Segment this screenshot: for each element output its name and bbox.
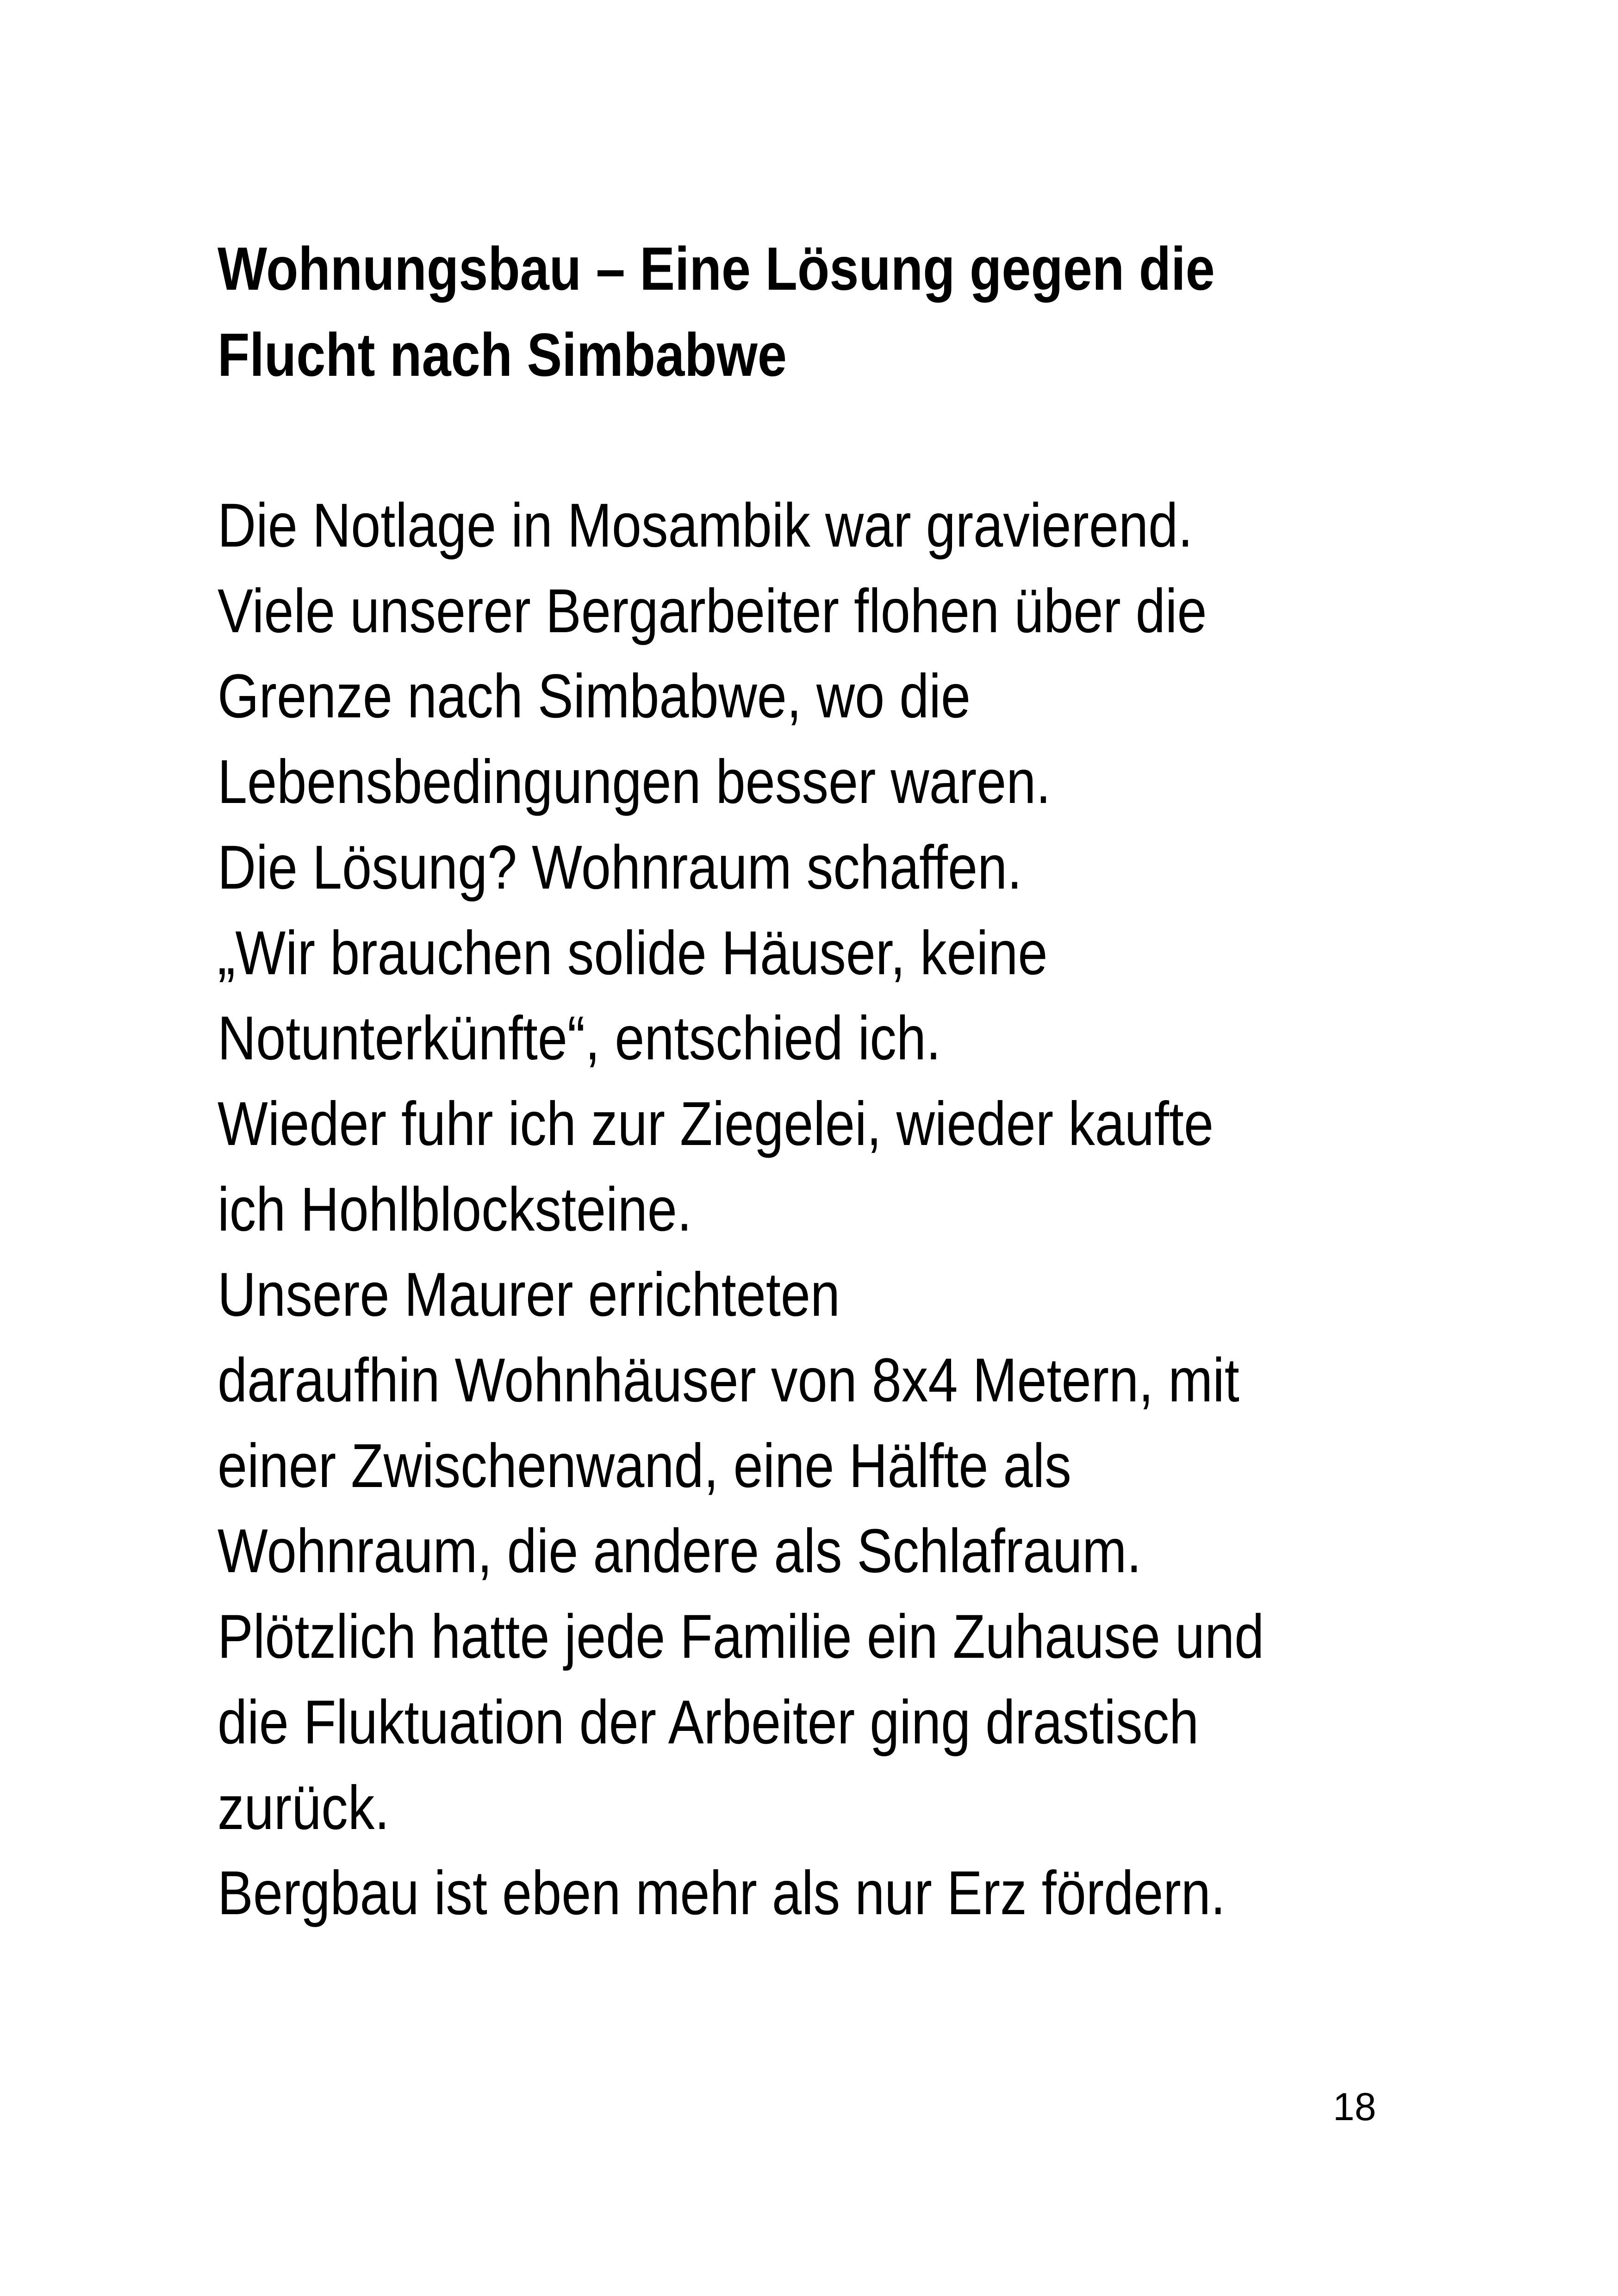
body-line: die Fluktuation der Arbeiter ging drastisch — [218, 1687, 1199, 1757]
body-line: Viele unserer Bergarbeiter flohen über die — [218, 576, 1207, 646]
body-line: Die Lösung? Wohnraum schaffen. — [218, 833, 1022, 902]
body-line: einer Zwischenwand, eine Hälfte als — [218, 1431, 1071, 1500]
body-line: Notunterkünfte“, entschied ich. — [218, 1004, 941, 1073]
body-line: Lebensbedingungen besser waren. — [218, 747, 1051, 817]
body-line: Grenze nach Simbabwe, wo die — [218, 662, 971, 731]
body-line: „Wir brauchen solide Häuser, keine — [218, 918, 1048, 988]
body-paragraph — [218, 483, 1372, 1936]
page-heading — [218, 226, 1292, 398]
heading-line: Flucht nach Simbabwe — [218, 321, 787, 389]
body-line: Unsere Maurer errichteten — [218, 1260, 840, 1330]
body-line: Wohnraum, die andere als Schlafraum. — [218, 1517, 1142, 1586]
body-line: Die Notlage in Mosambik war gravierend. — [218, 491, 1193, 560]
body-line: Bergbau ist eben mehr als nur Erz fördern. — [218, 1859, 1226, 1928]
body-line: Wieder fuhr ich zur Ziegelei, wieder kaufte — [218, 1089, 1214, 1158]
body-line: zurück. — [218, 1773, 390, 1842]
body-line: ich Hohlblocksteine. — [218, 1175, 692, 1244]
heading-line: Wohnungsbau – Eine Lösung gegen die — [218, 235, 1215, 303]
page-number: 18 — [1333, 2085, 1376, 2128]
body-line: Plötzlich hatte jede Familie ein Zuhause und — [218, 1602, 1264, 1672]
body-line: daraufhin Wohnhäuser von 8x4 Metern, mit — [218, 1346, 1239, 1415]
